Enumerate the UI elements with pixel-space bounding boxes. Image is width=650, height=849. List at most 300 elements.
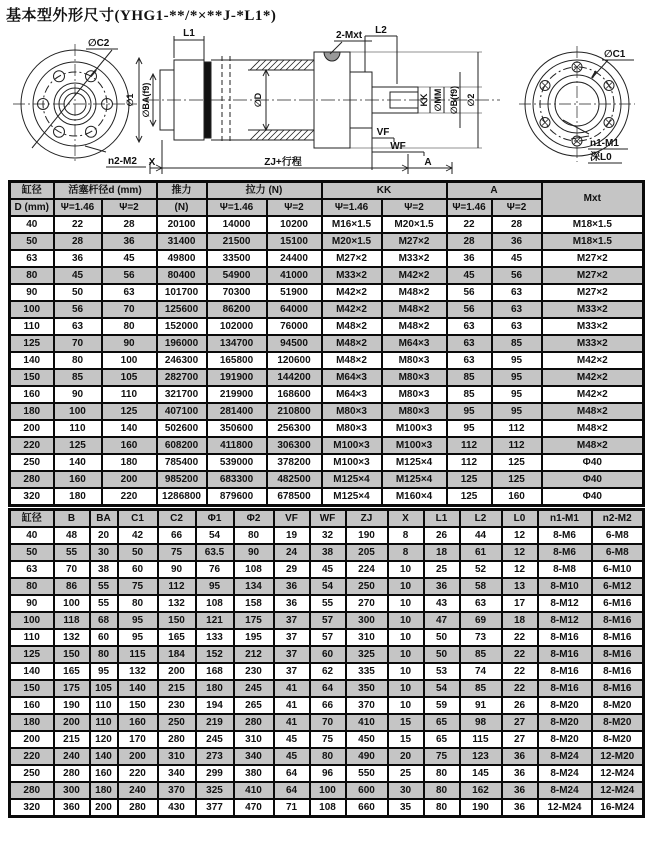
table-cell: 8-M10: [538, 578, 592, 595]
dim-label-wf: WF: [390, 141, 406, 152]
table-cell: M80×3: [382, 386, 447, 403]
table-cell: 8-M20: [592, 731, 644, 748]
header-psi146: Ψ=1.46: [447, 199, 492, 216]
table-cell: 102000: [207, 318, 267, 335]
table-row: [10, 318, 644, 335]
table-cell: 21500: [207, 233, 267, 250]
table-cell: 190: [460, 799, 502, 817]
table-cell: 56: [447, 301, 492, 318]
table-cell: 45: [54, 267, 102, 284]
table-cell: 48: [54, 527, 90, 544]
table-row: [10, 454, 644, 471]
table-cell: 60: [118, 561, 158, 578]
table-cell: 31400: [157, 233, 207, 250]
table-cell: 377: [196, 799, 234, 817]
table-cell: 70: [102, 301, 157, 318]
table-cell: 205: [346, 544, 388, 561]
header-psi2: Ψ=2: [382, 199, 447, 216]
table-cell: 90: [158, 561, 196, 578]
dim-label-zj-stroke: ZJ+行程: [264, 157, 302, 168]
table-cell: 63: [102, 284, 157, 301]
table-cell: 678500: [267, 488, 322, 506]
table-cell: M42×2: [542, 386, 644, 403]
table-cell: 490: [346, 748, 388, 765]
table-row: [10, 680, 644, 697]
table-cell: 36: [424, 578, 460, 595]
table-cell: 56: [492, 267, 542, 284]
table-cell: 68: [90, 612, 118, 629]
table-cell: 180: [196, 680, 234, 697]
table-cell: 195: [234, 629, 274, 646]
dim-label-l2: L2: [375, 25, 387, 36]
table-cell: 12: [502, 544, 538, 561]
table-cell: 37: [274, 646, 310, 663]
dim-label-x: X: [148, 157, 156, 168]
table-cell: M33×2: [322, 267, 382, 284]
table-cell: 550: [346, 765, 388, 782]
table-cell: 370: [158, 782, 196, 799]
table-cell: 280: [118, 799, 158, 817]
page-title: 基本型外形尺寸(YHG1-**/*×**J-*L1*): [6, 8, 277, 24]
table-cell: 215: [54, 731, 90, 748]
dim-label-c2: ∅C2: [88, 38, 110, 49]
table-cell: 410: [234, 782, 274, 799]
table-cell: 12-M24: [592, 765, 644, 782]
table-cell: 265: [234, 697, 274, 714]
table-cell: 110: [54, 420, 102, 437]
technical-drawing: [0, 24, 650, 180]
table-cell: 280: [10, 782, 54, 799]
table-cell: 100: [10, 612, 54, 629]
table-row: [10, 731, 644, 748]
table-row: [10, 471, 644, 488]
table-cell: 325: [196, 782, 234, 799]
table-cell: 60: [310, 646, 346, 663]
table-cell: 71: [274, 799, 310, 817]
table-cell: 150: [118, 697, 158, 714]
table-cell: M42×2: [322, 301, 382, 318]
table-cell: 37: [274, 612, 310, 629]
table-cell: 200: [10, 420, 54, 437]
table-cell: 55: [54, 544, 90, 561]
table-cell: 152000: [157, 318, 207, 335]
table-cell: 45: [492, 250, 542, 267]
table-cell: 125600: [157, 301, 207, 318]
table-cell: 160: [118, 714, 158, 731]
table-cell: 220: [102, 488, 157, 506]
table-cell: 180: [10, 714, 54, 731]
table-cell: 90: [234, 544, 274, 561]
table-cell: 140: [54, 454, 102, 471]
table-cell: 200: [90, 799, 118, 817]
table-cell: M18×1.5: [542, 233, 644, 250]
table-cell: 380: [234, 765, 274, 782]
table-cell: 27: [502, 731, 538, 748]
header-bore: 缸径: [10, 182, 54, 200]
table-row: [10, 748, 644, 765]
table-cell: 280: [158, 731, 196, 748]
header-col: B: [54, 510, 90, 528]
table-row: [10, 782, 644, 799]
table-cell: 300: [54, 782, 90, 799]
table-cell: 220: [10, 748, 54, 765]
table-cell: 150: [10, 680, 54, 697]
table-cell: 57: [310, 629, 346, 646]
table-cell: M100×3: [382, 437, 447, 454]
table-cell: M48×2: [542, 403, 644, 420]
table-cell: 80400: [157, 267, 207, 284]
table-row: [10, 544, 644, 561]
table-cell: 24: [274, 544, 310, 561]
table-cell: M33×2: [382, 250, 447, 267]
table-cell: 270: [346, 595, 388, 612]
table-cell: 63: [460, 595, 502, 612]
table-cell: 165: [54, 663, 90, 680]
table-cell: 54: [310, 578, 346, 595]
dim-label-n2m2: n2-M2: [108, 156, 137, 167]
table-cell: 300: [346, 612, 388, 629]
table-cell: M33×2: [542, 318, 644, 335]
table-row: [10, 612, 644, 629]
table-cell: 80: [424, 765, 460, 782]
table-cell: 75: [118, 578, 158, 595]
table-cell: 134700: [207, 335, 267, 352]
table-cell: 37: [274, 629, 310, 646]
table-cell: 56: [54, 301, 102, 318]
table-cell: 250: [158, 714, 196, 731]
table-cell: 539000: [207, 454, 267, 471]
table-cell: 8-M24: [538, 782, 592, 799]
table-cell: 6-M8: [592, 544, 644, 561]
table-row: [10, 403, 644, 420]
table-cell: 125: [102, 403, 157, 420]
table-cell: 8: [388, 527, 424, 544]
table-cell: 196000: [157, 335, 207, 352]
table-cell: 150: [158, 612, 196, 629]
table-cell: 8-M6: [538, 527, 592, 544]
table-cell: 63: [492, 318, 542, 335]
table-cell: 162: [460, 782, 502, 799]
table-cell: 95: [118, 612, 158, 629]
dim-label-c1: ∅C1: [604, 49, 626, 60]
table-cell: 41: [274, 714, 310, 731]
table-cell: 175: [54, 680, 90, 697]
table-cell: 144200: [267, 369, 322, 386]
table-cell: 8-M24: [538, 765, 592, 782]
table-cell: 95: [196, 578, 234, 595]
table-cell: 450: [346, 731, 388, 748]
table-cell: 879600: [207, 488, 267, 506]
table-cell: 120600: [267, 352, 322, 369]
table-cell: 17: [502, 595, 538, 612]
table-cell: 140: [102, 420, 157, 437]
table-cell: 95: [492, 403, 542, 420]
table-cell: 36: [502, 748, 538, 765]
flange-front-view: [13, 44, 137, 164]
table-cell: 22: [502, 680, 538, 697]
table-cell: 8-M16: [592, 646, 644, 663]
table-cell: 16-M24: [592, 799, 644, 817]
table-cell: 91: [460, 697, 502, 714]
header-psi146: Ψ=1.46: [207, 199, 267, 216]
table-cell: M48×2: [382, 301, 447, 318]
header-col: 缸径: [10, 510, 54, 528]
table-cell: 59: [424, 697, 460, 714]
dim-label-depth-l0: 深L0: [590, 152, 612, 163]
table-cell: 230: [234, 663, 274, 680]
table-cell: 224: [346, 561, 388, 578]
table-cell: 335: [346, 663, 388, 680]
table-cell: 8-M12: [538, 612, 592, 629]
table-cell: 125: [447, 471, 492, 488]
table-cell: 36: [274, 578, 310, 595]
table-cell: 40: [10, 527, 54, 544]
table-row: [10, 561, 644, 578]
table-cell: 80: [90, 646, 118, 663]
table-cell: M42×2: [382, 267, 447, 284]
table-cell: 15100: [267, 233, 322, 250]
table-cell: 190: [54, 697, 90, 714]
table-cell: 65: [424, 731, 460, 748]
table-cell: 98: [460, 714, 502, 731]
table-cell: 42: [118, 527, 158, 544]
table-cell: 44: [460, 527, 502, 544]
table-cell: 56: [102, 267, 157, 284]
table-cell: 86: [54, 578, 90, 595]
table-cell: 8-M16: [592, 680, 644, 697]
table-cell: 45: [274, 748, 310, 765]
table-cell: 20: [90, 527, 118, 544]
table-cell: 112: [492, 437, 542, 454]
table-cell: 180: [90, 782, 118, 799]
table-cell: 63: [54, 318, 102, 335]
table-cell: 132: [118, 663, 158, 680]
header-col: n1-M1: [538, 510, 592, 528]
force-thread-table-body: [10, 216, 644, 506]
table-cell: 6-M10: [592, 561, 644, 578]
dim-label-d: ∅D: [253, 92, 263, 108]
table-cell: 310: [158, 748, 196, 765]
table-cell: 50: [424, 646, 460, 663]
table-cell: 61: [460, 544, 502, 561]
table-cell: 30: [388, 782, 424, 799]
table-cell: 80: [54, 352, 102, 369]
table-cell: 160: [10, 386, 54, 403]
table-cell: 168600: [267, 386, 322, 403]
dim-label-n1m1: n1-M1: [590, 138, 619, 149]
table-cell: Φ40: [542, 488, 644, 506]
dim-label-phi1: ∅1: [125, 93, 135, 107]
table-cell: 22: [502, 663, 538, 680]
mounting-dimensions-body: [10, 527, 644, 817]
table-cell: 25: [388, 765, 424, 782]
table-cell: 63: [447, 335, 492, 352]
table-cell: 12: [502, 527, 538, 544]
table-cell: 80: [10, 578, 54, 595]
table-cell: 65: [424, 714, 460, 731]
table-cell: M100×3: [322, 437, 382, 454]
table-cell: 50: [54, 284, 102, 301]
header-col: L2: [460, 510, 502, 528]
table-cell: 502600: [157, 420, 207, 437]
table-row: [10, 488, 644, 506]
dim-label-mm: ∅MM: [433, 88, 443, 112]
table-cell: 22: [54, 216, 102, 233]
table-row: [10, 595, 644, 612]
table-cell: 12-M24: [538, 799, 592, 817]
table-cell: 220: [10, 437, 54, 454]
table-cell: 45: [310, 561, 346, 578]
table-cell: 28: [54, 233, 102, 250]
table-row: [10, 646, 644, 663]
dim-label-a: A: [424, 157, 432, 168]
table-cell: 66: [158, 527, 196, 544]
table-cell: 22: [502, 646, 538, 663]
table-cell: 62: [310, 663, 346, 680]
table-cell: 63: [447, 318, 492, 335]
table-cell: 250: [346, 578, 388, 595]
table-cell: 22: [502, 629, 538, 646]
header-psi2: Ψ=2: [102, 199, 157, 216]
table-cell: M27×2: [382, 233, 447, 250]
table-cell: 280: [234, 714, 274, 731]
table-cell: 133: [196, 629, 234, 646]
table-cell: 134: [234, 578, 274, 595]
table-cell: M80×3: [382, 403, 447, 420]
table-cell: 200: [158, 663, 196, 680]
table-cell: 85: [492, 335, 542, 352]
table-cell: 64: [274, 782, 310, 799]
table-cell: 108: [234, 561, 274, 578]
table-cell: 47: [424, 612, 460, 629]
table-cell: 10: [388, 578, 424, 595]
header-col: n2-M2: [592, 510, 644, 528]
table-cell: 28: [492, 216, 542, 233]
table-cell: 200: [118, 748, 158, 765]
table-cell: 215: [158, 680, 196, 697]
header-col: BA: [90, 510, 118, 528]
table-cell: 194: [196, 697, 234, 714]
table-cell: 411800: [207, 437, 267, 454]
table-cell: M42×2: [542, 352, 644, 369]
table-cell: 36: [502, 782, 538, 799]
table-row: [10, 386, 644, 403]
table-cell: 160: [54, 471, 102, 488]
table-cell: 95: [492, 369, 542, 386]
table-cell: 125: [54, 437, 102, 454]
dim-label-2mxt: 2-Mxt: [336, 30, 363, 41]
table-cell: 320: [10, 488, 54, 506]
table-cell: 280: [54, 765, 90, 782]
table-cell: 370: [346, 697, 388, 714]
header-mxt: Mxt: [542, 182, 644, 217]
table-cell: 10: [388, 561, 424, 578]
table-cell: 54: [196, 527, 234, 544]
table-cell: 8-M8: [538, 561, 592, 578]
table-row: [10, 369, 644, 386]
table-cell: 6-M12: [592, 578, 644, 595]
table-cell: 245: [234, 680, 274, 697]
table-cell: M20×1.5: [322, 233, 382, 250]
dim-label-vf: VF: [376, 127, 390, 138]
force-thread-table-header: [10, 182, 644, 217]
table-cell: 407100: [157, 403, 207, 420]
table-cell: 36: [102, 233, 157, 250]
table-cell: 26: [502, 697, 538, 714]
table-cell: 125: [492, 471, 542, 488]
table-cell: 85: [447, 369, 492, 386]
table-cell: 108: [196, 595, 234, 612]
table-cell: 160: [492, 488, 542, 506]
table-cell: 80: [424, 799, 460, 817]
table-cell: M80×3: [382, 369, 447, 386]
table-cell: 160: [90, 765, 118, 782]
table-cell: 36: [492, 233, 542, 250]
table-cell: 350: [346, 680, 388, 697]
table-cell: 985200: [157, 471, 207, 488]
table-cell: M48×2: [542, 437, 644, 454]
table-cell: 63.5: [196, 544, 234, 561]
table-cell: 123: [460, 748, 502, 765]
table-cell: 470: [234, 799, 274, 817]
table-cell: 33500: [207, 250, 267, 267]
table-cell: 86200: [207, 301, 267, 318]
table-cell: 20: [388, 748, 424, 765]
table-cell: M100×3: [322, 454, 382, 471]
table-cell: 80: [10, 267, 54, 284]
header-push-force: 推力: [157, 182, 207, 200]
table-cell: 49800: [157, 250, 207, 267]
header-psi2: Ψ=2: [492, 199, 542, 216]
table-cell: 22: [447, 216, 492, 233]
dim-label-b-f9: ∅B(f9): [449, 85, 459, 115]
table-cell: 30: [90, 544, 118, 561]
table-cell: 55: [90, 578, 118, 595]
table-cell: 1286800: [157, 488, 207, 506]
table-cell: 140: [10, 352, 54, 369]
table-cell: 54: [424, 680, 460, 697]
table-cell: M42×2: [322, 284, 382, 301]
table-cell: 41: [274, 680, 310, 697]
table-row: [10, 216, 644, 233]
table-cell: 8-M20: [538, 731, 592, 748]
table-cell: 273: [196, 748, 234, 765]
table-cell: 45: [102, 250, 157, 267]
table-cell: 210800: [267, 403, 322, 420]
table-cell: 125: [492, 454, 542, 471]
table-cell: 100: [102, 352, 157, 369]
table-cell: 63: [10, 561, 54, 578]
table-cell: 282700: [157, 369, 207, 386]
table-cell: M125×4: [322, 488, 382, 506]
header-psi146: Ψ=1.46: [54, 199, 102, 216]
table-cell: M80×3: [382, 352, 447, 369]
dim-label-kk: KK: [419, 93, 429, 107]
table-cell: M33×2: [542, 301, 644, 318]
table-cell: 200: [10, 731, 54, 748]
table-cell: 95: [492, 386, 542, 403]
header-psi146: Ψ=1.46: [322, 199, 382, 216]
table-cell: 45: [447, 267, 492, 284]
table-cell: 608200: [157, 437, 207, 454]
table-cell: 180: [102, 454, 157, 471]
table-cell: 8-M6: [538, 544, 592, 561]
table-cell: 8: [388, 544, 424, 561]
table-cell: 100: [310, 782, 346, 799]
table-cell: 8-M12: [538, 595, 592, 612]
table-cell: 35: [388, 799, 424, 817]
table-cell: 191900: [207, 369, 267, 386]
